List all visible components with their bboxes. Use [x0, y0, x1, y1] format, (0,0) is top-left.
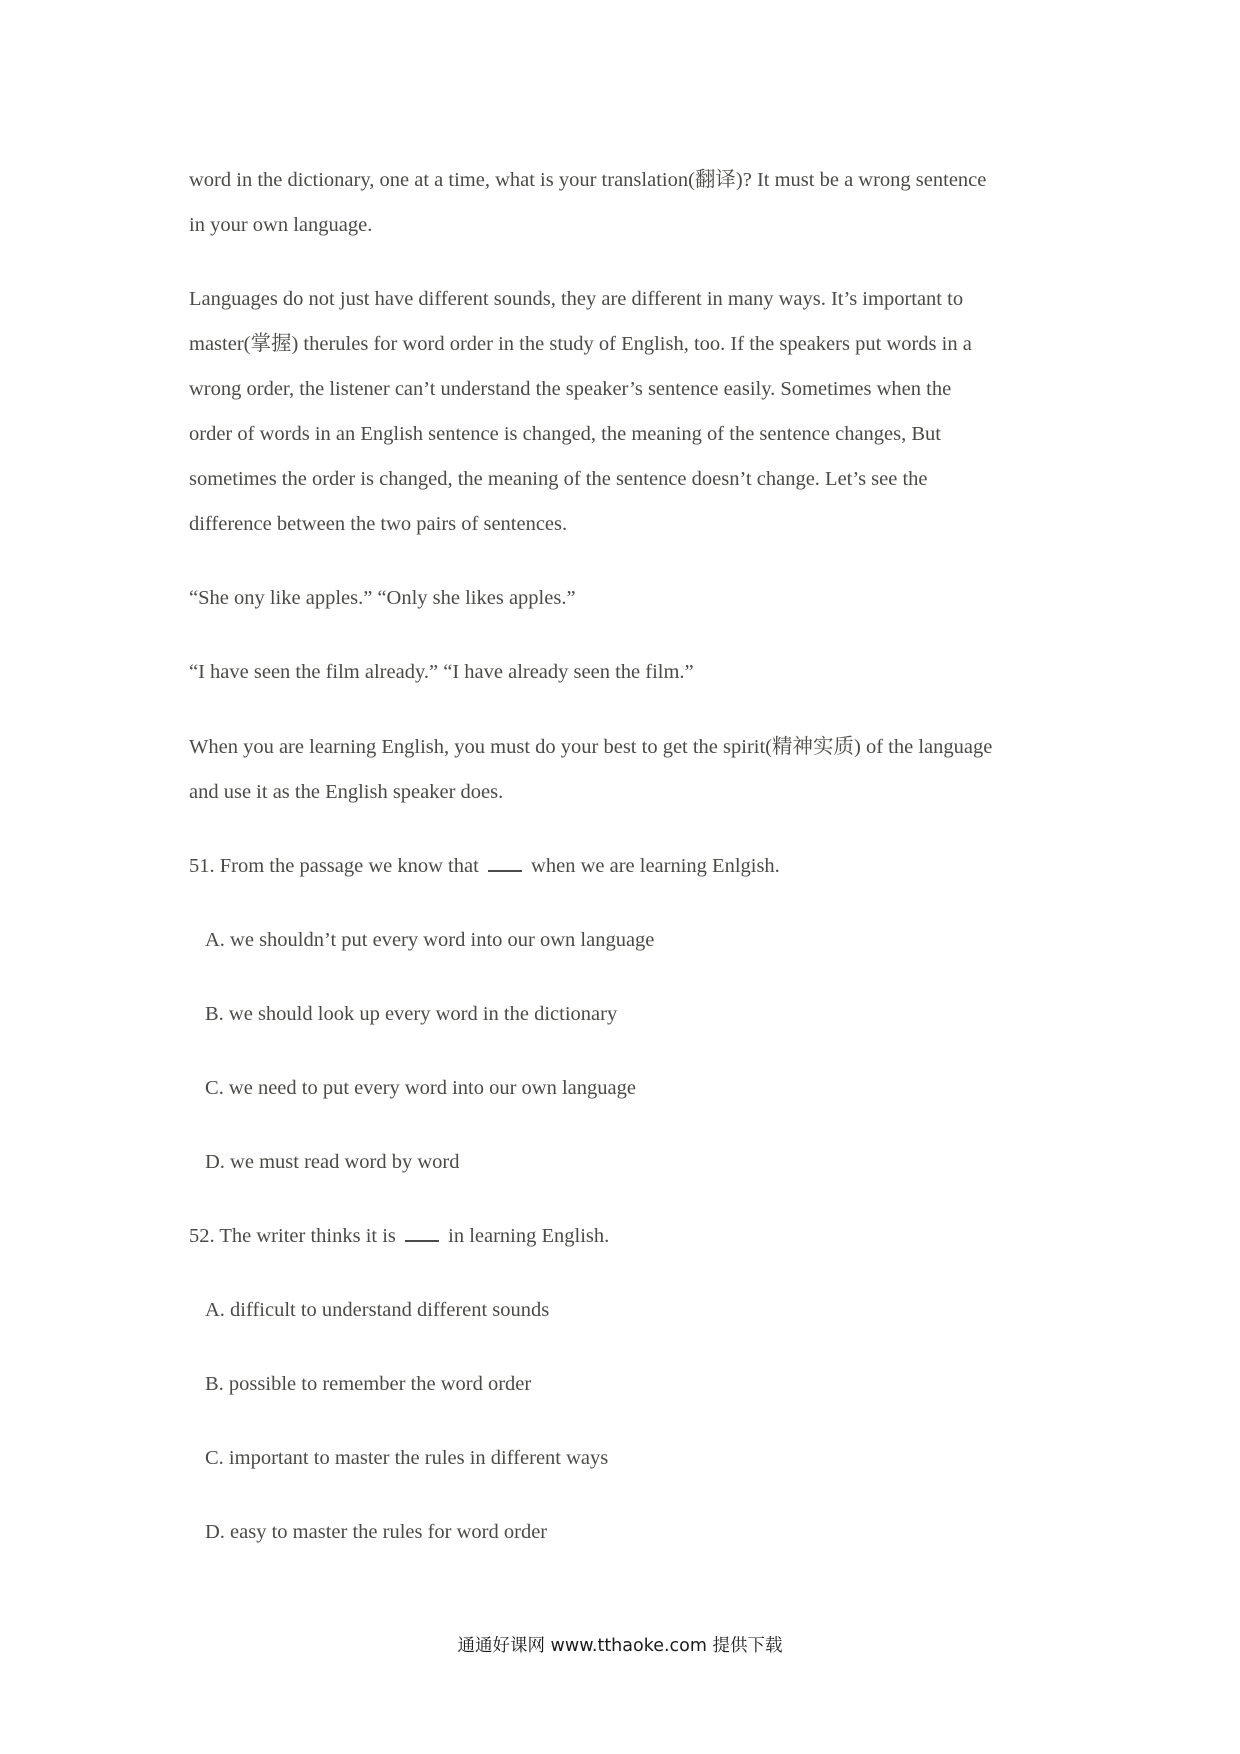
example-sentence: “I have seen the film already.” “I have already seen the film.”	[189, 661, 694, 683]
passage-line: in your own language.	[189, 214, 373, 236]
question-stem-before: 51. From the passage we know that	[189, 855, 479, 877]
question-stem-after: in learning English.	[448, 1225, 610, 1247]
option-c: C. we need to put every word into our own language	[205, 1077, 636, 1099]
passage-line: and use it as the English speaker does.	[189, 781, 504, 803]
option-b: B. we should look up every word in the dictionary	[205, 1003, 618, 1025]
question-51-stem	[189, 852, 780, 880]
page-footer: 通通好课网 www.tthaoke.com 提供下载	[457, 1636, 783, 1656]
passage-line: word in the dictionary, one at a time, what is your translation(翻译)? It must be a wrong sentence	[189, 169, 987, 191]
passage-line: master(掌握) therules for word order in the study of English, too. If the speakers put words in a	[189, 333, 972, 355]
passage-line: When you are learning English, you must do your best to get the spirit(精神实质) of the language	[189, 736, 993, 758]
answer-blank	[488, 854, 522, 872]
answer-blank	[405, 1224, 439, 1242]
option-d: D. we must read word by word	[205, 1151, 460, 1173]
passage-line: difference between the two pairs of sentences.	[189, 513, 568, 535]
option-a: A. difficult to understand different sounds	[205, 1299, 550, 1321]
passage-line: wrong order, the listener can’t understand the speaker’s sentence easily. Sometimes when the	[189, 378, 952, 400]
option-a: A. we shouldn’t put every word into our own language	[205, 929, 655, 951]
example-sentence: “She ony like apples.” “Only she likes apples.”	[189, 587, 576, 609]
option-d: D. easy to master the rules for word order	[205, 1521, 548, 1543]
passage-line: sometimes the order is changed, the meaning of the sentence doesn’t change. Let’s see the	[189, 468, 928, 490]
option-c: C. important to master the rules in different ways	[205, 1447, 609, 1469]
question-52-stem	[189, 1222, 609, 1250]
question-stem-before: 52. The writer thinks it is	[189, 1225, 396, 1247]
passage-line: Languages do not just have different sounds, they are different in many ways. It’s important to	[189, 288, 964, 310]
question-stem-after: when we are learning Enlgish.	[531, 855, 780, 877]
option-b: B. possible to remember the word order	[205, 1373, 532, 1395]
passage-line: order of words in an English sentence is changed, the meaning of the sentence changes, But	[189, 423, 942, 445]
